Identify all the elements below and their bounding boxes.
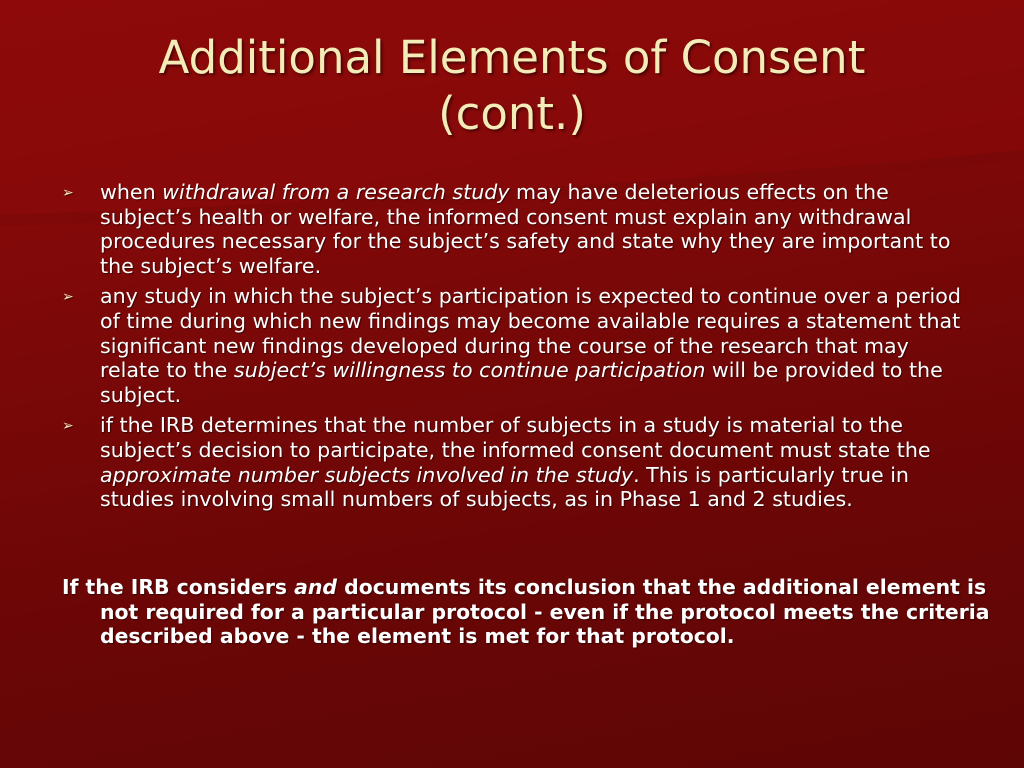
bullet-list [60, 180, 972, 518]
bullet-text: when [100, 180, 163, 204]
note-emphasis: and [294, 575, 338, 599]
bullet-text: will be provided to the subject. [100, 358, 943, 407]
title-line-2: (cont.) [438, 87, 586, 140]
arrow-bullet-icon: ➢ [62, 418, 74, 435]
bullet-text: . This is particularly true in studies involving small numbers of subjects, as in Phase 1 and 2 studies. [100, 462, 909, 512]
bullet-emphasis: approximate number subjects involved in the study [100, 462, 634, 487]
title-line-1: Additional Elements of Consent [158, 31, 866, 84]
bullet-item-number-of-subjects [60, 413, 972, 511]
bullet-emphasis: withdrawal from a research study [162, 180, 510, 204]
note-text: documents its conclusion that the additional element is not required for a particular protocol - even if the protocol meets the criteria described above - the element is met for that protocol. [100, 575, 990, 649]
arrow-bullet-icon: ➢ [62, 185, 74, 201]
bullet-text: if the IRB determines that the number of subjects in a study is material to the subject’s decision to participate, the informed consent document must state the [100, 413, 931, 462]
note-text: If the IRB considers [62, 575, 295, 599]
bullet-emphasis: subject’s willingness to continue participation [233, 358, 706, 383]
bullet-item-withdrawal [60, 180, 972, 278]
slide-title [40, 30, 984, 142]
arrow-bullet-icon: ➢ [62, 289, 74, 306]
bullet-text: any study in which the subject’s participation is expected to continue over a period of time during which new findings may become available requires a statement that significant new findings developed during the course of the research that may relate to the [100, 284, 961, 383]
bullet-item-new-findings [60, 284, 972, 407]
irb-note [62, 575, 1000, 649]
bullet-text: may have deleterious effects on the subject’s health or welfare, the informed consent must explain any withdrawal procedures necessary for the subject’s safety and state why they are important to the subject’s welfare. [100, 180, 951, 278]
